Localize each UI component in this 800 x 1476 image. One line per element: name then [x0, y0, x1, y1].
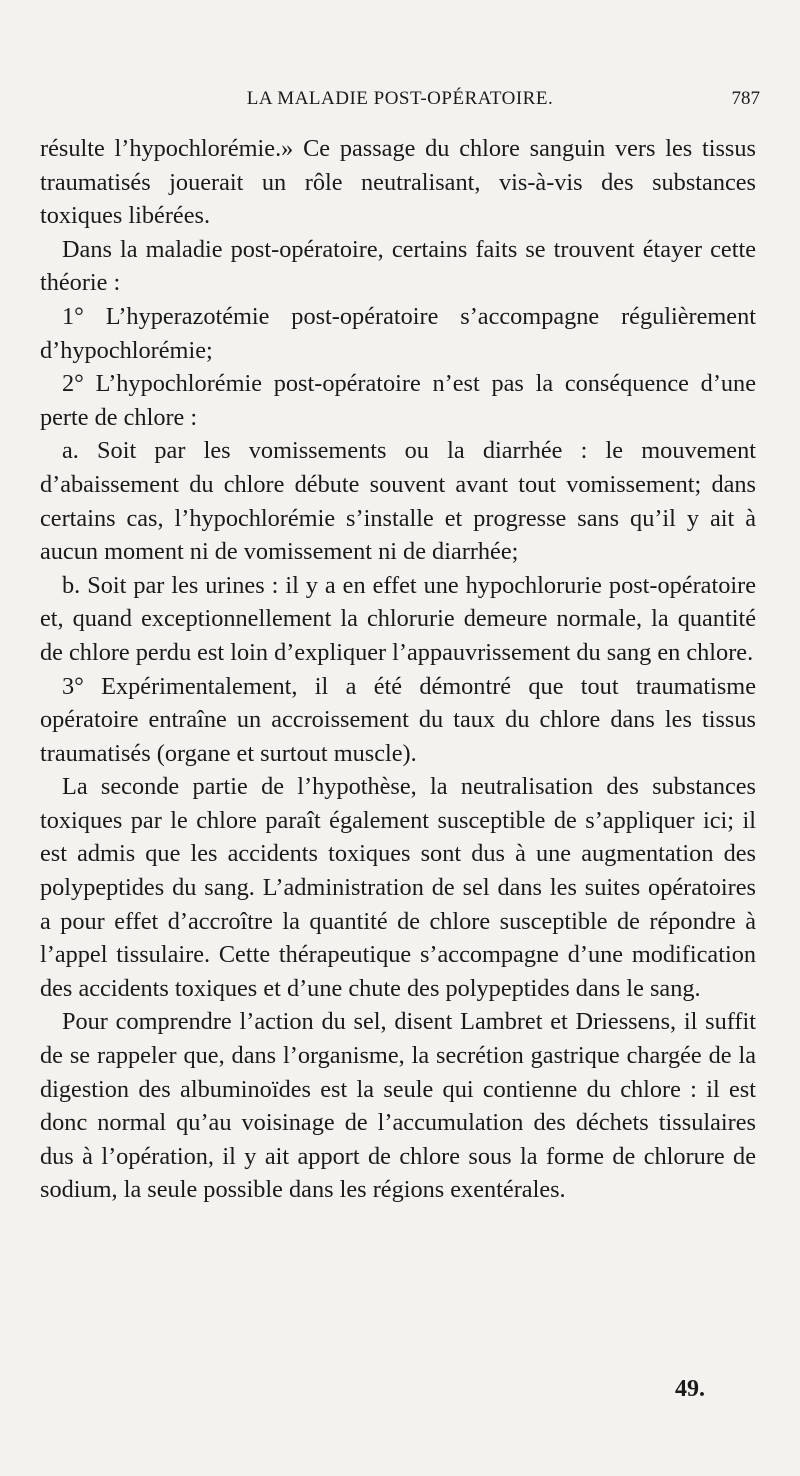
body-text — [40, 132, 756, 1207]
paragraph: Dans la maladie post-opératoire, certains faits se trouvent étayer cette théorie : — [40, 235, 756, 297]
list-item: 1° L’hyperazotémie post-opératoire s’accompagne régulièrement d’hypochlorémie; — [40, 302, 756, 364]
list-item: 2° L’hypochlorémie post-opératoire n’est pas la conséquence d’une perte de chlore : — [40, 370, 756, 431]
page-number: 787 — [731, 88, 760, 109]
paragraph: Pour comprendre l’action du sel, disent Lambret et Driessens, il suffit de se rappeler que, dans l’organisme, la secrétion gastrique chargée de la digestion des albuminoïdes est la seule qui contienne du chlore : il est donc normal qu’au voisinage de l’accumulation des déchets tissulaires dus à l’opération, il y ait apport de chlore sous la forme de chlorure de sodium, la seule possible dans les régions exentérales. — [40, 1008, 756, 1204]
paragraph: résulte l’hypochlorémie.» Ce passage du chlore sanguin vers les tissus traumatisés jouerait un rôle neutralisant, vis-à-vis des substances toxiques libérées. — [40, 135, 756, 230]
sub-list-item: b. Soit par les urines : il y a en effet une hypochlorurie post-opératoire et, quand exceptionnellement la chlorurie demeure normale, la quantité de chlore perdu est loin d’expliquer l’appauvrissement du sang en chlore. — [40, 571, 756, 666]
sub-list-item: a. Soit par les vomissements ou la diarrhée : le mouvement d’abaissement du chlore débute souvent avant tout vomissement; dans certains cas, l’hypochlorémie s’installe et progresse sans qu’il y ait à aucun moment ni de vomissement ni de diarrhée; — [40, 437, 756, 566]
paragraph: La seconde partie de l’hypothèse, la neutralisation des substances toxiques par le chlore paraît également susceptible de s’appliquer ici; il est admis que les accidents toxiques sont dus à une augmentation des polypeptides du sang. L’administration de sel dans les suites opératoires a pour effet d’accroître la quantité de chlore susceptible de répondre à l’appel tissulaire. Cette thérapeutique s’accompagne d’une modification des accidents toxiques et d’une chute des polypeptides dans le sang. — [40, 773, 756, 1002]
signature-mark: 49. — [675, 1376, 705, 1402]
page-header — [40, 88, 760, 118]
list-item: 3° Expérimentalement, il a été démontré que tout traumatisme opératoire entraîne un accroissement du taux du chlore dans les tissus traumatisés (organe et surtout muscle). — [40, 672, 756, 767]
running-title: LA MALADIE POST-OPÉRATOIRE. — [246, 88, 554, 109]
